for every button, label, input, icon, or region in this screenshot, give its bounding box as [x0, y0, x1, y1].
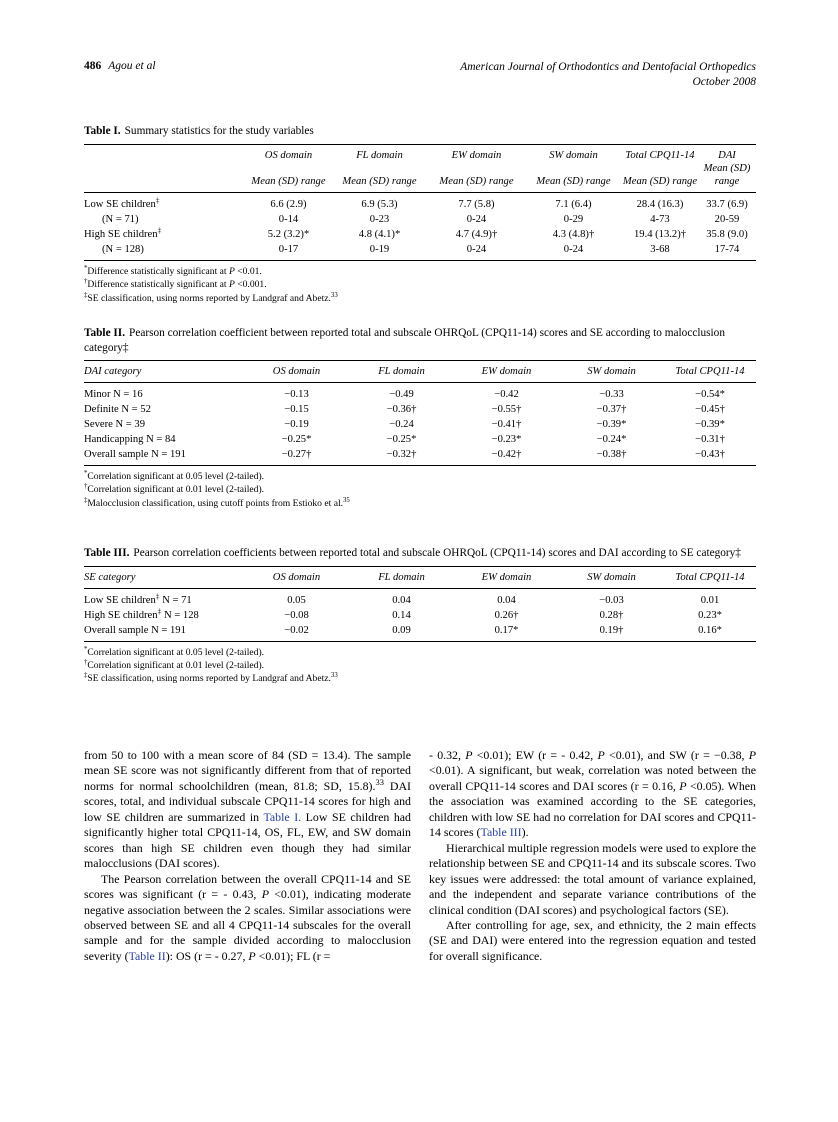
table-2-row-2-label: Severe N = 39: [84, 419, 145, 431]
table-1-row-1-label: (N = 71): [102, 214, 139, 226]
table-3-row-0-label: Low SE children‡ N = 71: [84, 588, 244, 607]
reference-number: 33: [375, 776, 384, 787]
table-2-row-3-label: Handicapping N = 84: [84, 433, 176, 445]
table-2-row-3-cell-2: −0.23*: [491, 433, 522, 445]
running-head-left: [84, 60, 156, 72]
table-1-header-row-2: [84, 162, 756, 193]
table-3-row-0-cell-4: 0.01: [664, 588, 756, 607]
table-3-row-1-cell-1: 0.14: [392, 609, 411, 621]
footnote-marker: †: [84, 658, 88, 666]
footnote-marker: †: [84, 483, 88, 491]
table-2-row-3-cell-3: −0.24*: [596, 433, 627, 445]
table-1-row-1-cell-0: 0-14: [278, 214, 299, 226]
table-3-row-2-cell-4: 0.16*: [664, 622, 756, 641]
table-1-caption-text: Summary statistics for the study variables: [124, 125, 314, 137]
table-2-block: [84, 326, 756, 510]
footnote-marker: ‡: [84, 291, 88, 299]
table-2-header-row: [84, 361, 756, 383]
table-1-row-0-cell-4: 28.4 (16.3): [622, 193, 698, 212]
table-1-col-1-line1: OS domain: [246, 144, 331, 162]
table-2-row-2-cell-0: −0.19: [284, 419, 309, 431]
table-1-col-0-line2: [84, 162, 246, 193]
footnote-marker: †: [84, 278, 88, 286]
table-1-row-1-cell-2: 0-24: [466, 214, 487, 226]
reference-number: 35: [343, 496, 350, 504]
paragraph-pearson-correlation: The Pearson correlation between the overall CPQ11-14 and SE scores was significant (r = - 0.43, P <0.01), indicating moderate negative association between the 2 scales. Similar associations were observed between SE and all 4 CPQ11-14 subscales for the overall sample and for the sample divided according to malocclusion severity (Table II): OS (r = - 0.27, P <0.01); FL (r =: [84, 871, 412, 963]
table-3-crossref-link[interactable]: Table III: [480, 825, 522, 840]
table-2-col-1: OS domain: [244, 361, 349, 383]
table-3-footnotes: [84, 646, 756, 686]
table-2-row-1-label: Definite N = 52: [84, 404, 151, 416]
table-3-row-2-label: Overall sample N = 191: [84, 622, 244, 641]
table-2-row-2-cell-1: −0.24: [389, 419, 414, 431]
table-1-row-2-cell-4: 19.4 (13.2)†: [633, 228, 687, 240]
table-2-crossref-link[interactable]: Table II: [128, 948, 166, 963]
table-2-row-2-cell-2: −0.41†: [491, 419, 522, 431]
table-3-row-2-cell-3: 0.19†: [559, 622, 664, 641]
table-1-block: [84, 124, 756, 305]
table-row: [84, 607, 756, 622]
table-3-col-5: Total CPQ11-14: [664, 566, 756, 588]
table-3-caption-text: Pearson correlation coefficients between reported total and subscale OHRQoL (CPQ11-14) scores and DAI according to SE category‡: [133, 547, 741, 559]
table-1-row-3-cell-3: 0-24: [525, 241, 622, 260]
table-3-footnote-0: *Correlation significant at 0.05 level (2-tailed).: [84, 645, 265, 658]
table-row: [84, 383, 756, 402]
table-1-row-2-cell-2: 4.7 (4.9)†: [455, 228, 498, 240]
table-3-footnote-2: ‡SE classification, using norms reported by Landgraf and Abetz.$^{33}$: [84, 672, 338, 685]
table-2-row-1-cell-3: −0.37†: [596, 404, 627, 416]
table-2-col-0: DAI category: [84, 361, 244, 383]
table-1-row-3-cell-5: 17-74: [698, 241, 756, 260]
table-3-row-0-cell-3: −0.03: [559, 588, 664, 607]
table-3-row-0-cell-1: 0.04: [349, 588, 454, 607]
table-2-caption-text: Pearson correlation coefficient between reported total and subscale OHRQoL (CPQ11-14) scores and SE according to malocclusion category‡: [84, 327, 725, 354]
table-2-caption: [84, 326, 756, 355]
table-2-row-3-cell-0: −0.25*: [281, 433, 312, 445]
table-3-body: [84, 588, 756, 641]
table-2-row-0-cell-0: −0.13: [244, 383, 349, 402]
table-1-row-1-cell-4: 4-73: [650, 214, 670, 226]
table-3-row-2-cell-2: 0.17*: [454, 622, 559, 641]
table-3-col-3: EW domain: [454, 566, 559, 588]
footnote-marker: *: [84, 645, 88, 653]
table-2-footnotes: [84, 470, 756, 510]
journal-title: American Journal of Orthodontics and Dentofacial Orthopedics: [460, 61, 756, 73]
table-2-row-1-cell-4: −0.45†: [695, 404, 725, 416]
table-2-col-5: Total CPQ11-14: [664, 361, 756, 383]
table-3-col-2: FL domain: [349, 566, 454, 588]
paragraph-regression-models: Hierarchical multiple regression models were used to explore the relationship between SE and CPQ11-14 and its subscale scores. Two key issues were addressed: the total amount of variance explained, and the independent and separate variance contributions of the clinical condition (DAI scores) and psychological factors (SE).: [429, 840, 756, 917]
table-1-row-3-cell-2: 0-24: [428, 241, 525, 260]
table-1-crossref-link[interactable]: Table I.: [263, 809, 302, 824]
table-2-footnote-1: †Correlation significant at 0.01 level (2-tailed).: [84, 483, 265, 496]
table-1-col-1-line2: Mean (SD) range: [251, 175, 326, 187]
table-1-row-0-cell-5: 33.7 (6.9): [698, 193, 756, 212]
footnote-marker: ‡: [84, 672, 88, 680]
table-1-row-2-cell-3: 4.3 (4.8)†: [552, 228, 595, 240]
footnote-marker: ‡: [157, 606, 162, 616]
table-3-label: Table III.: [84, 547, 130, 559]
table-2-row-4-cell-4: −0.43†: [664, 446, 756, 465]
table-row: [84, 226, 756, 241]
table-2-row-0-label: Minor N = 16: [84, 383, 244, 402]
footnote-marker: ‡: [155, 591, 160, 601]
running-head: [84, 60, 756, 96]
footnote-marker: *: [84, 265, 88, 273]
table-row: [84, 212, 756, 227]
table-1-body: [84, 193, 756, 261]
table-1-footnote-0: *Difference statistically significant at P <0.01.: [84, 265, 262, 278]
table-1-col-6-line2: Mean (SD) range: [703, 162, 751, 187]
table-1-label: Table I.: [84, 125, 121, 137]
issue-date: October 2008: [692, 75, 756, 88]
table-1-row-1-cell-3: 0-29: [563, 214, 584, 226]
table-3-row-1-cell-3: 0.28†: [599, 609, 624, 621]
table-2-row-0-cell-2: −0.42: [454, 383, 559, 402]
table-3-row-0-cell-2: 0.04: [454, 588, 559, 607]
table-1-col-6-line1: DAI: [698, 144, 756, 162]
table-1-col-4-line1: SW domain: [525, 144, 622, 162]
table-2-row-4-cell-1: −0.32†: [349, 446, 454, 465]
table-2-row-2-cell-4: −0.39*: [695, 419, 725, 431]
body-column-right: [429, 748, 756, 964]
table-1-row-0-cell-3: 7.1 (6.4): [525, 193, 622, 212]
table-3-col-4: SW domain: [559, 566, 664, 588]
table-1-col-4-line2: Mean (SD) range: [536, 175, 611, 187]
table-3: [84, 566, 756, 642]
table-1-col-3-line2: Mean (SD) range: [439, 175, 514, 187]
table-1-caption: [84, 124, 756, 139]
table-2-footnote-2: ‡Malocclusion classification, using cutoff points from Estioko et al.$^{35}$: [84, 496, 350, 509]
table-3-row-2-cell-0: −0.02: [244, 622, 349, 641]
table-1-col-5-line1: Total CPQ11-14: [622, 144, 698, 162]
table-2-row-0-cell-3: −0.33: [559, 383, 664, 402]
table-2-body: [84, 383, 756, 466]
footnote-marker: ‡: [84, 496, 88, 504]
table-1-col-2-line2: Mean (SD) range: [342, 175, 417, 187]
table-2-col-2: FL domain: [349, 361, 454, 383]
table-3-block: [84, 546, 756, 686]
table-3-caption: [84, 546, 756, 561]
table-2-row-4-cell-0: −0.27†: [244, 446, 349, 465]
table-3-header-row: [84, 566, 756, 588]
table-1-row-0-cell-2: 7.7 (5.8): [428, 193, 525, 212]
table-row: [84, 241, 756, 260]
footnote-marker: *: [84, 470, 88, 478]
table-1-row-2-label: High SE children‡: [84, 225, 162, 240]
table-2-row-1-cell-2: −0.55†: [491, 404, 522, 416]
table-1-col-5-line2: Mean (SD) range: [622, 175, 698, 187]
running-head-right: [460, 60, 756, 89]
table-1-row-1-cell-1: 0-23: [369, 214, 390, 226]
table-2-row-3-cell-4: −0.31†: [695, 433, 725, 445]
table-3-row-1-cell-2: 0.26†: [494, 609, 519, 621]
paragraph-correlation-continued: - 0.32, P <0.01); EW (r = - 0.42, P <0.01), and SW (r = −0.38, P <0.01). A significant, but weak, correlation was noted between the overall CPQ11-14 scores and DAI scores (r = 0.16, P <0.05). When the association was examined according to the SE categories, children with low SE had no correlation for DAI scores and CPQ11-14 scores (Table III).: [429, 748, 756, 840]
table-1: [84, 144, 756, 262]
table-row: [84, 431, 756, 446]
table-2-row-4-cell-2: −0.42†: [454, 446, 559, 465]
table-2-row-2-cell-3: −0.39*: [596, 419, 627, 431]
table-1-header-row-1: [84, 144, 756, 162]
table-1-footnotes: [84, 265, 756, 305]
reference-number: 33: [330, 672, 338, 680]
table-1-row-3-cell-0: 0-17: [246, 241, 331, 260]
table-2-footnote-0: *Correlation significant at 0.05 level (2-tailed).: [84, 470, 265, 483]
paragraph-controlling: After controlling for age, sex, and ethnicity, the 2 main effects (SE and DAI) were entered into the regression equation and tested for overall significance.: [429, 917, 756, 963]
table-1-row-0-cell-1: 6.9 (5.3): [331, 193, 428, 212]
table-1-col-3-line1: EW domain: [428, 144, 525, 162]
table-row: [84, 417, 756, 432]
table-1-row-3-cell-4: 3-68: [622, 241, 698, 260]
table-2-row-1-cell-0: −0.15: [284, 404, 309, 416]
table-2-row-3-cell-1: −0.25*: [386, 433, 417, 445]
table-3-col-0: SE category: [84, 566, 244, 588]
table-1-row-2-cell-5: 35.8 (9.0): [706, 228, 748, 240]
table-3-col-1: OS domain: [244, 566, 349, 588]
paragraph-continued: from 50 to 100 with a mean score of 84 (SD = 13.4). The sample mean SE score was not significantly different from that of reported norms for normal schoolchildren (mean, 81.8; SD, 15.8).$^{33}$ DAI scores, total, and individual subscale CPQ11-14 scores for high and low SE children are summarized in Table I. Low SE children had significantly higher total CPQ11-14, OS, FL, EW, and SW domain scores than high SE children even though they had similar malocclusions (DAI scores).: [84, 748, 412, 871]
table-3-row-1-label: High SE children‡ N = 128: [84, 606, 199, 621]
table-row: [84, 402, 756, 417]
table-1-col-2-line1: FL domain: [331, 144, 428, 162]
table-2-col-3: EW domain: [454, 361, 559, 383]
table-2-row-1-cell-1: −0.36†: [386, 404, 417, 416]
page-number: 486: [84, 60, 102, 72]
table-1-row-2-cell-1: 4.8 (4.1)*: [358, 228, 401, 240]
table-1-row-3-label: (N = 128): [84, 241, 246, 260]
table-3-footnote-1: †Correlation significant at 0.01 level (2-tailed).: [84, 658, 265, 672]
table-row: [84, 446, 756, 465]
footnote-marker: ‡: [155, 195, 160, 205]
footnote-marker: ‡: [157, 225, 162, 235]
table-2: [84, 360, 756, 466]
table-3-row-1-cell-4: 0.23*: [698, 609, 722, 621]
table-1-row-1-cell-5: 20-59: [714, 214, 740, 226]
table-2-row-0-cell-4: −0.54*: [664, 383, 756, 402]
table-row: [84, 193, 756, 212]
table-row: [84, 588, 756, 607]
table-1-col-0-line1: [84, 144, 246, 162]
reference-number: 33: [330, 291, 338, 299]
table-3-row-0-cell-0: 0.05: [244, 588, 349, 607]
body-column-left: [84, 748, 411, 964]
table-1-row-2-cell-0: 5.2 (3.2)*: [267, 228, 310, 240]
table-row: [84, 622, 756, 641]
table-1-row-3-cell-1: 0-19: [331, 241, 428, 260]
table-2-row-0-cell-1: −0.49: [349, 383, 454, 402]
running-head-authors: Agou et al: [108, 60, 156, 72]
table-3-row-1-cell-0: −0.08: [284, 609, 309, 621]
table-2-row-4-label: Overall sample N = 191: [84, 446, 244, 465]
table-1-row-0-label: Low SE children‡: [84, 193, 246, 212]
table-2-label: Table II.: [84, 327, 126, 339]
table-1-footnote-1: †Difference statistically significant at P <0.001.: [84, 278, 267, 291]
table-1-footnote-2: ‡SE classification, using norms reported by Landgraf and Abetz.$^{33}$: [84, 291, 338, 304]
table-1-row-0-cell-0: 6.6 (2.9): [246, 193, 331, 212]
table-2-col-4: SW domain: [559, 361, 664, 383]
table-2-row-4-cell-3: −0.38†: [559, 446, 664, 465]
table-3-row-2-cell-1: 0.09: [349, 622, 454, 641]
